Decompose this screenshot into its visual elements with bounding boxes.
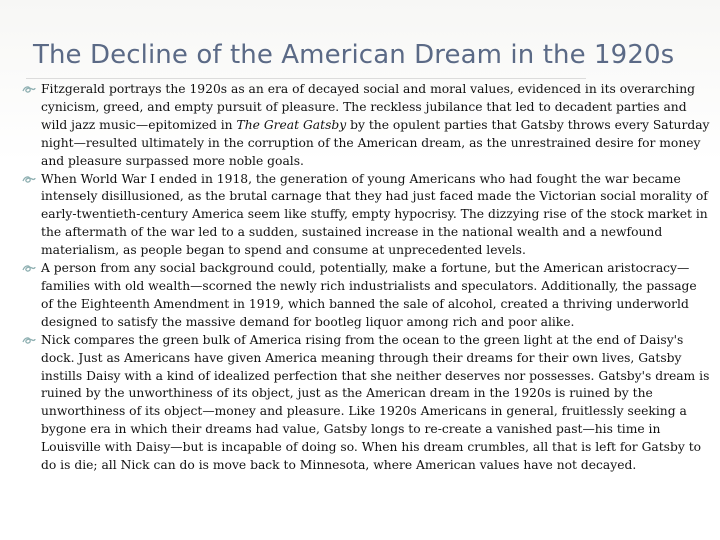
bullet-text-2: When World War I ended in 1918, the generation of young Americans who had fought the war became intensely disillusioned, as the brutal carnage that they had just faced made the Victorian social morality of early-twentieth-century America seem like stuffy, empty hypocrisy. The dizzying rise of the stock market in the aftermath of the war led to a sudden, sustained increase in the national wealth and a newfound materialism, as people began to spend and consume at unprecedented levels. [41, 171, 708, 258]
swirl-bullet-icon [22, 85, 36, 95]
swirl-bullet-icon [22, 336, 36, 346]
bullet-text-3: A person from any social background could, potentially, make a fortune, but the American aristocracy—families with old wealth—scorned the newly rich industrialists and speculators. Additionally, the passage of the Eighteenth Amendment in 1919, which banned the sale of alcohol, created a thriving underworld designed to satisfy the massive demand for bootleg liquor among rich and poor alike. [41, 261, 697, 329]
bullet-text-1-part-2: by the opulent parties that Gatsby throws every Saturday night—resulted ultimately in the corruption of the American dream, as the unrestrained desire for money and pleasure surpassed more noble goals. [41, 117, 710, 168]
swirl-bullet-icon [22, 175, 36, 185]
title-divider [26, 78, 586, 79]
swirl-bullet-icon [22, 264, 36, 274]
bullet-text-1-part-1: Fitzgerald portrays the 1920s as an era of decayed social and moral values, evidenced in its overarching cynicism, greed, and empty pursuit of pleasure. The reckless jubilance that led to decadent parties and wild jazz music—epitomized in [41, 82, 695, 132]
bullet-item-4 [22, 332, 712, 475]
bullet-item-3 [22, 260, 712, 332]
bullet-item-1 [22, 81, 712, 171]
bullet-list [22, 81, 712, 475]
bullet-item-2 [22, 171, 712, 261]
bullet-text-4: Nick compares the green bulk of America rising from the ocean to the green light at the end of Daisy's dock. Just as Americans have given America meaning through their dreams for their own lives, Gatsby instills Daisy with a kind of idealized perfection that she neither deserves nor possesses. Gatsby's dream is ruined by the unworthiness of its object, just as the American dream in the 1920s is ruined by the unworthiness of its object—money and pleasure. Like 1920s Americans in general, fruitlessly seeking a bygone era in which their dreams had value, Gatsby longs to re-create a vanished past—his time in Louisville with Daisy—but is incapable of doing so. When his dream crumbles, all that is left for Gatsby to do is die; all Nick can do is move back to Minnesota, where American values have not decayed. [41, 332, 710, 473]
book-title: The Great Gatsby [236, 117, 347, 132]
slide-title: The Decline of the American Dream in the 1920s [33, 40, 675, 70]
